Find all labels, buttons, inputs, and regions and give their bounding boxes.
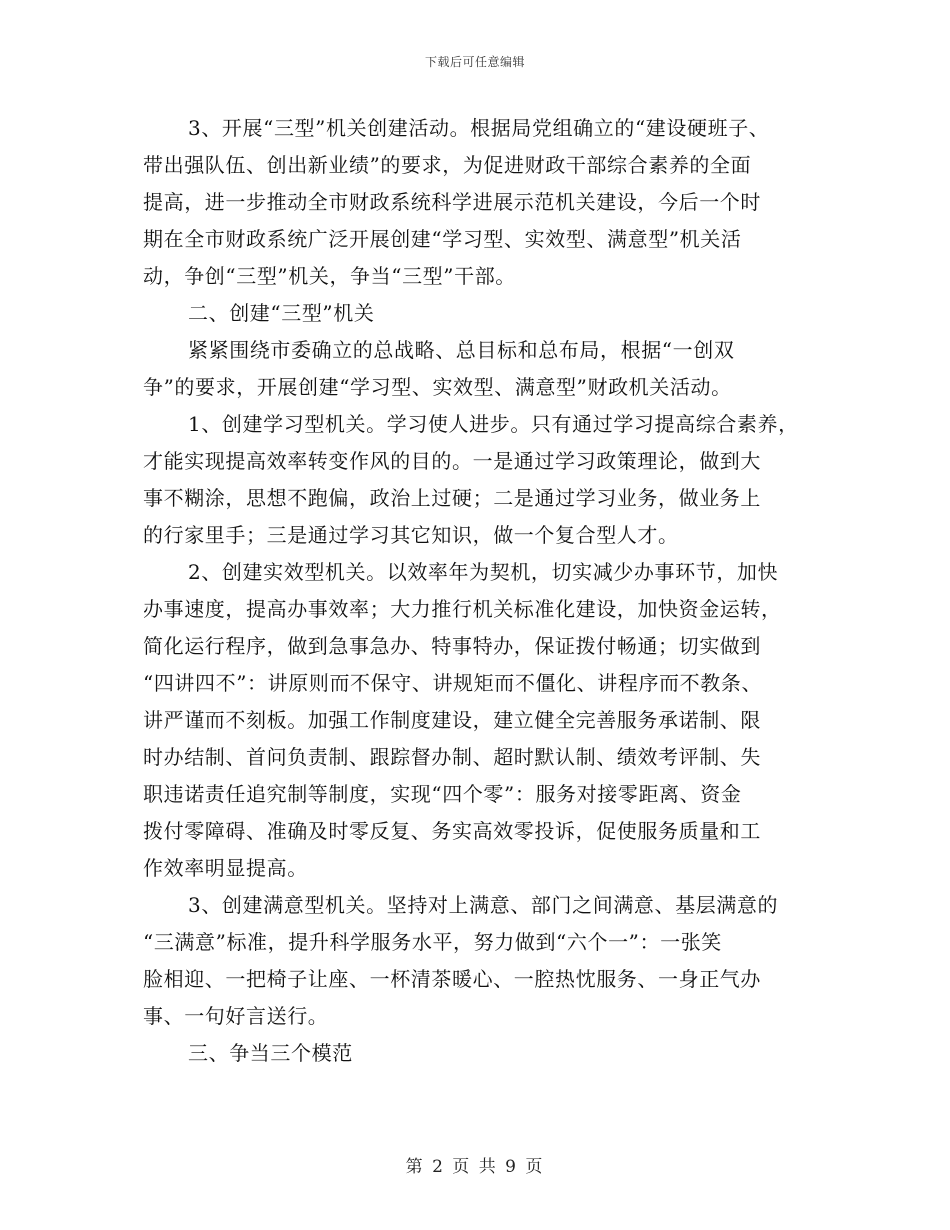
text-line: 讲严谨而不刻板。加强工作制度建设，建立健全完善服务承诺制、限 bbox=[143, 708, 761, 732]
text-line: 的行家里手；三是通过学习其它知识，做一个复合型人才。 bbox=[143, 523, 679, 547]
text-line: 才能实现提高效率转变作风的目的。一是通过学习政策理论，做到大 bbox=[143, 449, 761, 473]
text-line: 期在全市财政系统广泛开展创建“学习型、实效型、满意型”机关活 bbox=[143, 227, 742, 251]
text-line: 简化运行程序，做到急事急办、特事特办，保证拨付畅通；切实做到 bbox=[143, 634, 761, 658]
text-line: 事不糊涂，思想不跑偏，政治上过硬；二是通过学习业务，做业务上 bbox=[143, 486, 761, 510]
text-line: 脸相迎、一把椅子让座、一杯清茶暖心、一腔热忱服务、一身正气办 bbox=[143, 967, 761, 991]
text-line: 3、开展“三型”机关创建活动。根据局党组确立的“建设硬班子、 bbox=[188, 116, 770, 140]
text-line: 事、一句好言送行。 bbox=[143, 1004, 329, 1028]
text-line: 时办结制、首问负责制、跟踪督办制、超时默认制、绩效考评制、失 bbox=[143, 745, 761, 769]
text-line: 争”的要求，开展创建“学习型、实效型、满意型”财政机关活动。 bbox=[143, 375, 732, 399]
text-line: 紧紧围绕市委确立的总战略、总目标和总布局，根据“一创双 bbox=[188, 338, 735, 362]
page-header: 下载后可任意编辑 bbox=[424, 55, 525, 69]
text-line: 带出强队伍、创出新业绩”的要求，为促进财政干部综合素养的全面 bbox=[143, 153, 752, 177]
text-line: 拨付零障碍、准确及时零反复、务实高效零投诉，促使服务质量和工 bbox=[143, 819, 761, 843]
text-line: “四讲四不”：讲原则而不保守、讲规矩而不僵化、讲程序而不教条、 bbox=[143, 671, 763, 695]
text-line: 职违诺责任追究制等制度，实现“四个零”：服务对接零距离、资金 bbox=[143, 782, 742, 806]
page-number-footer: 第 2 页 共 9 页 bbox=[405, 1157, 545, 1177]
text-line: 动，争创“三型”机关，争当“三型”干部。 bbox=[143, 264, 516, 288]
text-line: “三满意”标准，提升科学服务水平，努力做到“六个一”：一张笑 bbox=[143, 930, 722, 954]
text-line: 办事速度，提高办事效率；大力推行机关标准化建设，加快资金运转， bbox=[143, 597, 782, 621]
section-heading: 二、创建“三型”机关 bbox=[188, 301, 375, 325]
text-line: 1、创建学习型机关。学习使人进步。只有通过学习提高综合素养， bbox=[188, 412, 799, 436]
section-heading: 三、争当三个模范 bbox=[188, 1041, 353, 1065]
text-line: 提高，进一步推动全市财政系统科学进展示范机关建设，今后一个时 bbox=[143, 190, 761, 214]
text-line: 作效率明显提高。 bbox=[143, 856, 308, 880]
document-body bbox=[143, 110, 828, 1072]
text-line: 2、创建实效型机关。以效率年为契机，切实减少办事环节，加快 bbox=[188, 560, 779, 584]
text-line: 3、创建满意型机关。坚持对上满意、部门之间满意、基层满意的 bbox=[188, 893, 779, 917]
